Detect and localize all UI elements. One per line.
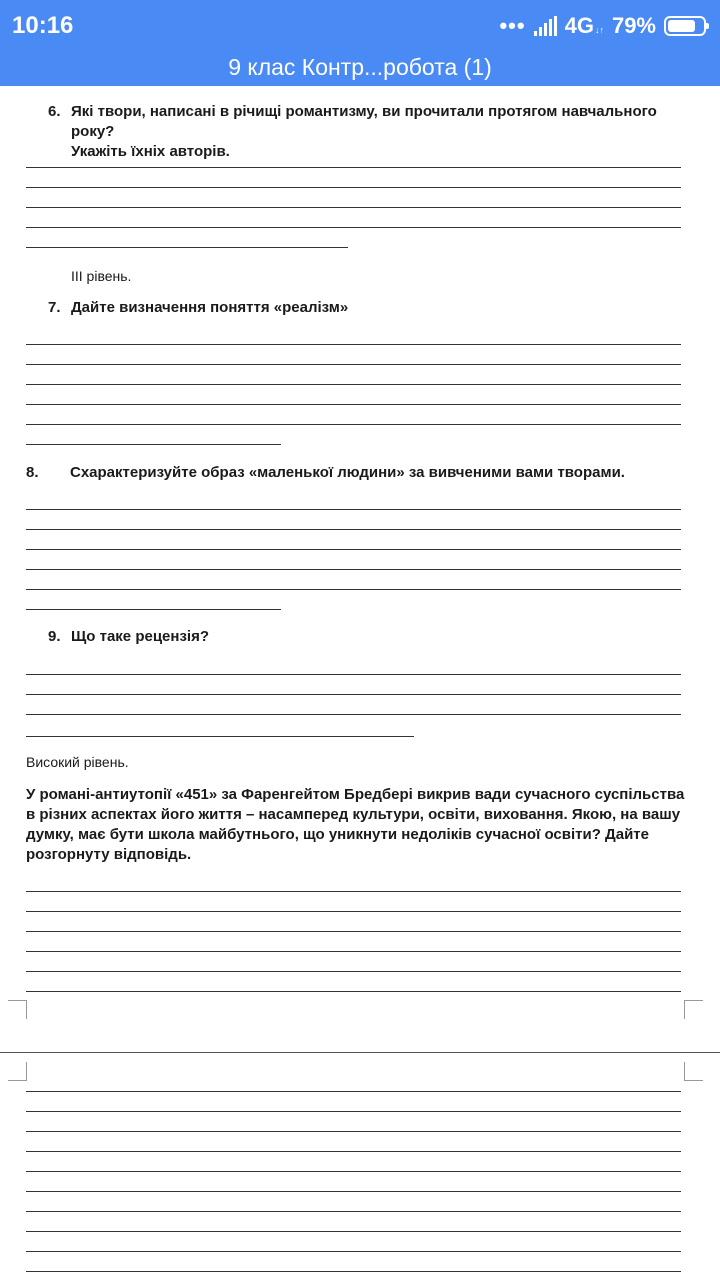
answer-line bbox=[26, 424, 681, 425]
answer-line bbox=[26, 1251, 681, 1252]
answer-line bbox=[26, 1151, 681, 1152]
answer-line bbox=[26, 1091, 681, 1092]
answer-line bbox=[26, 911, 681, 912]
status-time: 10:16 bbox=[12, 12, 74, 39]
answer-line bbox=[26, 1191, 681, 1192]
answer-line bbox=[26, 674, 681, 675]
level-3-heading: ІІІ рівень. bbox=[71, 268, 132, 284]
answer-line bbox=[26, 344, 681, 345]
answer-line bbox=[26, 1171, 681, 1172]
answer-line bbox=[26, 694, 681, 695]
answer-line bbox=[26, 247, 348, 248]
question-8: 8. Схарактеризуйте образ «маленької людини» за вивченими вами творами. bbox=[26, 464, 625, 481]
final-task: У романі-антиутопії «451» за Фаренгейтом Бредбері викрив вади сучасного суспільства в різних аспектах його життя – насамперед культури, освіти, виховання. Якою, на вашу думку, має бути школа майбутнього, що уникнути недоліків сучасної освіти? Дайте розгорнуту відповідь. bbox=[26, 786, 685, 863]
answer-line bbox=[26, 951, 681, 952]
answer-line bbox=[26, 549, 681, 550]
answer-line bbox=[26, 207, 681, 208]
answer-line bbox=[26, 991, 681, 992]
status-icons bbox=[499, 12, 706, 40]
answer-line bbox=[26, 609, 281, 610]
page-corner-mark bbox=[8, 1062, 27, 1081]
battery-percent: 79% bbox=[611, 13, 656, 38]
answer-line bbox=[26, 589, 681, 590]
answer-line bbox=[26, 364, 681, 365]
page-corner-mark bbox=[8, 1000, 27, 1019]
app-bar bbox=[0, 0, 720, 86]
page-break bbox=[0, 1052, 720, 1053]
page-corner-mark bbox=[684, 1000, 703, 1019]
answer-line bbox=[26, 187, 681, 188]
answer-line bbox=[26, 736, 414, 737]
answer-line bbox=[26, 1211, 681, 1212]
network-type: 4G ↓↑ bbox=[564, 13, 604, 38]
answer-line bbox=[26, 931, 681, 932]
question-7: 7. Дайте визначення поняття «реалізм» bbox=[48, 299, 349, 316]
high-level-heading: Високий рівень. bbox=[26, 754, 129, 770]
answer-line bbox=[26, 404, 681, 405]
answer-line bbox=[26, 1231, 681, 1232]
answer-line bbox=[26, 167, 681, 168]
answer-line bbox=[26, 1271, 681, 1272]
page-corner-mark bbox=[684, 1062, 703, 1081]
answer-line bbox=[26, 971, 681, 972]
battery-icon bbox=[664, 16, 706, 36]
answer-line bbox=[26, 891, 681, 892]
answer-line bbox=[26, 1111, 681, 1112]
answer-line bbox=[26, 384, 681, 385]
answer-line bbox=[26, 227, 681, 228]
answer-line bbox=[26, 569, 681, 570]
answer-line bbox=[26, 714, 681, 715]
answer-line bbox=[26, 1131, 681, 1132]
answer-line bbox=[26, 509, 681, 510]
answer-line bbox=[26, 444, 281, 445]
answer-line bbox=[26, 529, 681, 530]
more-dots-icon: ••• bbox=[499, 13, 526, 38]
question-6: 6. Які твори, написані в річищі романтизму, ви прочитали протягом навчального року? Укажіть їхніх авторів. bbox=[48, 103, 657, 160]
question-9: 9. Що таке рецензія? bbox=[48, 628, 209, 645]
signal-icon bbox=[534, 16, 557, 36]
document-title[interactable]: 9 клас Контр...робота (1) bbox=[228, 54, 492, 80]
